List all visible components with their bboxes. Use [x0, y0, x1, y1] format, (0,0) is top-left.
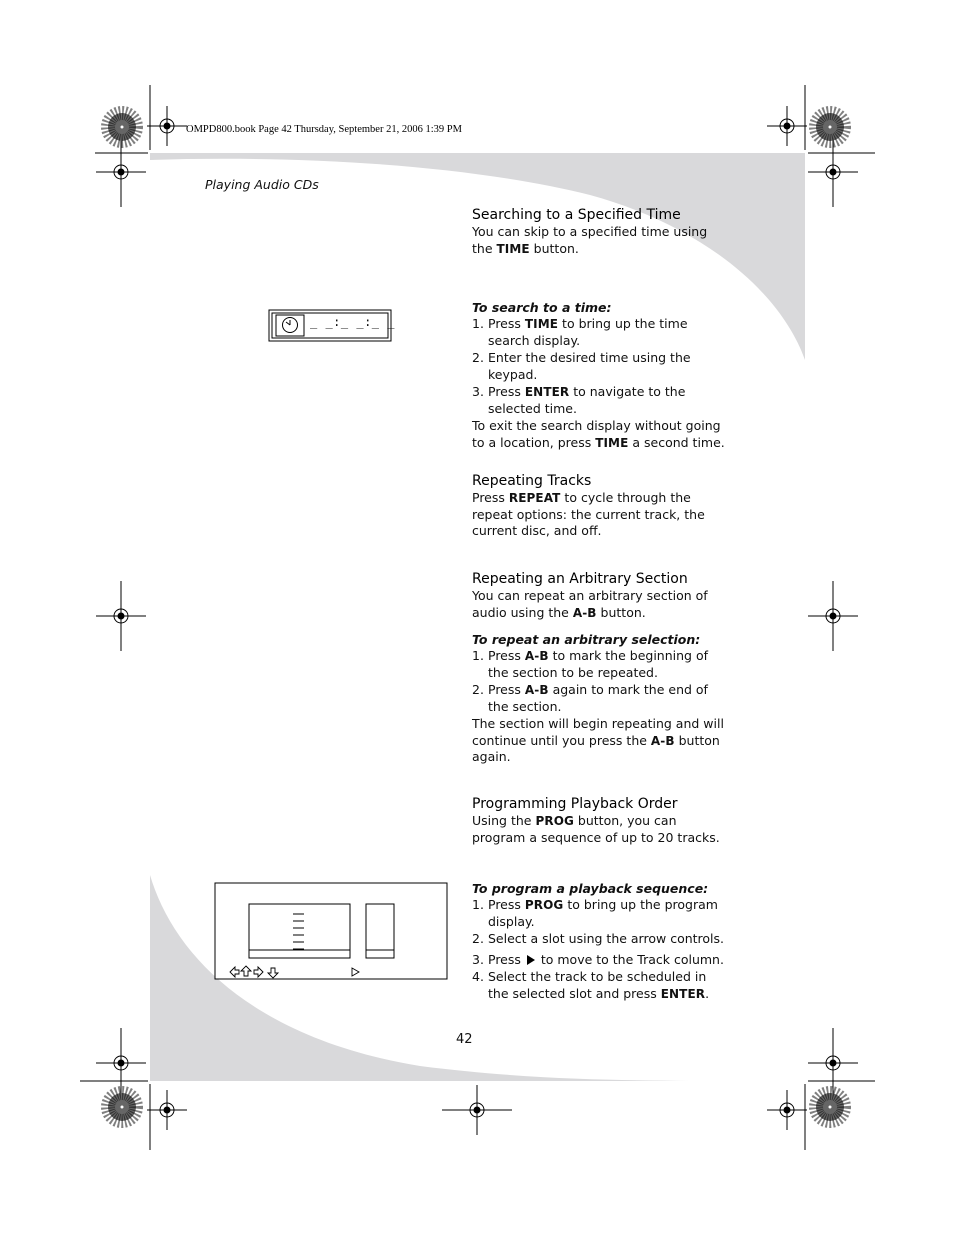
text-run: to bring up the program display. — [488, 897, 718, 929]
step-number: 4. — [472, 969, 484, 984]
section-intro — [472, 224, 728, 257]
button-name: A-B — [524, 683, 549, 697]
section-note — [472, 418, 728, 451]
print-info-line: OMPD800.book Page 42 Thursday, September 21, 2006 1:39 PM — [186, 124, 462, 135]
button-name: ENTER — [660, 986, 706, 1001]
step-item — [472, 350, 728, 383]
step-list — [472, 648, 728, 715]
text-run: You can repeat an arbitrary section of audio using the — [472, 588, 708, 620]
step-list — [472, 897, 728, 1002]
text-run: Select the track to be scheduled in the selected slot and press — [488, 969, 707, 1001]
text-run: Press — [488, 316, 525, 331]
procedure-heading: To program a playback sequence: — [472, 881, 709, 896]
text-run: To exit the search display without going to a location, press — [472, 418, 721, 450]
step-number: 3. — [472, 951, 484, 967]
text-run: a second time. — [628, 434, 725, 450]
text-run: The section will begin repeating and will continue until you press the — [472, 716, 724, 748]
button-name: REPEAT — [508, 491, 561, 505]
step-item — [472, 648, 728, 681]
play-icon — [527, 955, 535, 965]
step-number: 3. — [472, 384, 484, 399]
section-repeating-arbitrary — [472, 570, 728, 766]
section-heading: Programming Playback Order — [472, 796, 678, 812]
text-run: Enter the desired time using the keypad. — [488, 350, 691, 382]
text-run: to navigate to the selected time. — [488, 384, 686, 416]
text-run: button, you can program a sequence of up to 20 tracks. — [472, 813, 720, 845]
step-item — [472, 682, 728, 715]
procedure-heading: To search to a time: — [472, 300, 612, 315]
section-intro — [472, 813, 728, 846]
procedure-heading: To repeat an arbitrary selection: — [472, 632, 701, 647]
text-run: Press — [488, 682, 525, 697]
section-repeating-tracks — [472, 472, 728, 540]
text-run: Press — [472, 490, 509, 505]
text-run: Using the — [472, 813, 536, 828]
text-run: button. — [596, 604, 646, 620]
button-name: A-B — [524, 649, 549, 663]
button-name: A-B — [572, 605, 597, 620]
button-name: A-B — [650, 733, 675, 748]
time-display-text: _ _:_ _:_ _ — [310, 315, 395, 329]
step-item — [472, 384, 728, 417]
section-heading: Repeating an Arbitrary Section — [472, 571, 688, 587]
running-header: Playing Audio CDs — [205, 177, 319, 192]
button-name: TIME — [524, 317, 559, 331]
step-number: 1. — [472, 897, 484, 912]
program-display-illustration — [215, 883, 447, 979]
section-note — [472, 716, 728, 766]
step-item — [472, 897, 728, 930]
section-programming-order — [472, 795, 728, 1003]
step-number: 1. — [472, 648, 484, 663]
step-number: 2. — [472, 931, 484, 946]
text-run: button. — [529, 240, 579, 256]
button-name: PROG — [535, 814, 574, 828]
text-run: to cycle through the repeat options: the current track, the current disc, and off. — [472, 490, 705, 538]
text-run: Press — [488, 384, 525, 399]
step-item — [472, 931, 728, 948]
section-intro — [472, 490, 728, 540]
step-item — [472, 969, 728, 1002]
text-run: to bring up the time search display. — [488, 316, 688, 348]
step-number: 2. — [472, 350, 484, 365]
text-run: Press — [488, 897, 525, 912]
button-name: TIME — [595, 435, 629, 450]
step-list — [472, 316, 728, 417]
text-run: to mark the beginning of the section to be repeated. — [488, 648, 708, 680]
section-heading: Searching to a Specified Time — [472, 207, 681, 223]
step-item — [472, 316, 728, 349]
text-run: Select a slot using the arrow controls. — [488, 931, 725, 946]
text-run: You can skip to a specified time using the — [472, 224, 708, 256]
button-name: PROG — [524, 898, 564, 912]
step-item — [472, 952, 728, 969]
text-run: Press — [488, 648, 525, 663]
page-number: 42 — [456, 1032, 473, 1047]
section-heading: Repeating Tracks — [472, 473, 592, 489]
step-number: 1. — [472, 316, 484, 331]
text-run: to move to the Track column. — [536, 951, 724, 967]
text-run: again to mark the end of the section. — [488, 682, 708, 714]
text-run: . — [705, 985, 710, 1001]
button-name: ENTER — [524, 385, 570, 399]
section-intro — [472, 588, 728, 621]
button-name: TIME — [496, 241, 530, 256]
step-number: 2. — [472, 682, 484, 697]
text-run: Press — [488, 951, 525, 967]
text-run: button again. — [472, 732, 720, 764]
section-searching-time — [472, 206, 728, 451]
